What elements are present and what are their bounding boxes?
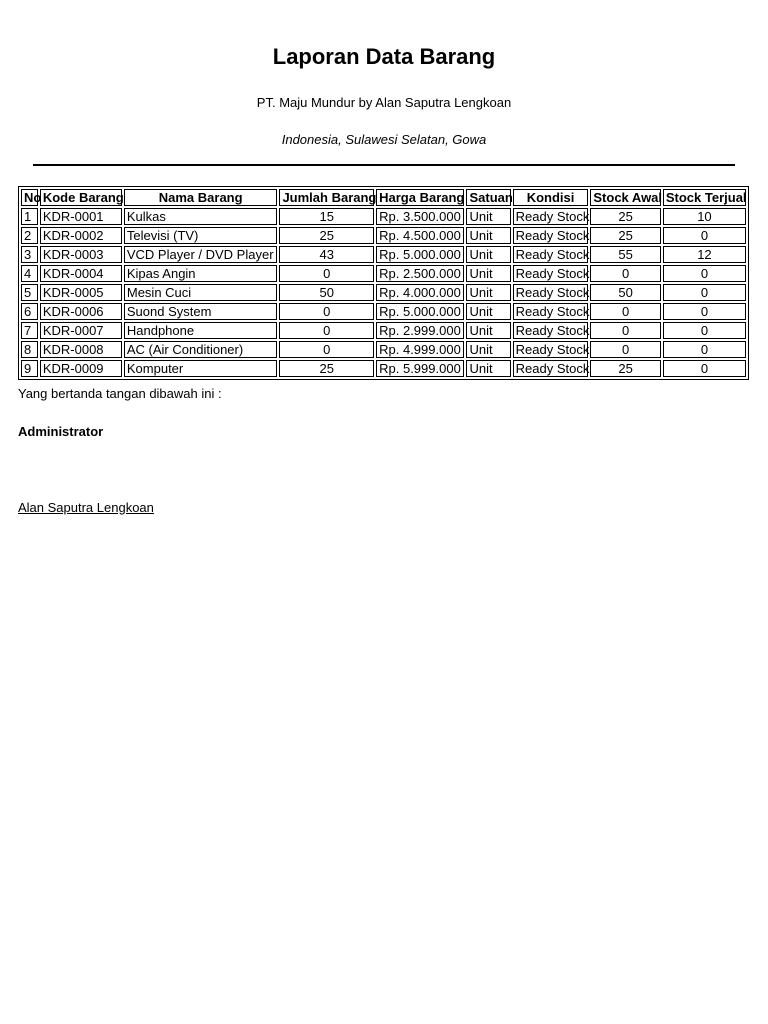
header-divider (33, 164, 735, 166)
cell-harga-barang: Rp. 4.999.000 (376, 341, 464, 358)
cell-no: 3 (21, 246, 38, 263)
cell-jumlah-barang: 50 (279, 284, 374, 301)
cell-jumlah-barang: 15 (279, 208, 374, 225)
cell-harga-barang: Rp. 2.500.000 (376, 265, 464, 282)
cell-nama-barang: Suond System (124, 303, 278, 320)
cell-no: 2 (21, 227, 38, 244)
cell-harga-barang: Rp. 2.999.000 (376, 322, 464, 339)
table-header-row (21, 189, 746, 206)
items-table (18, 186, 749, 380)
cell-stock-terjual: 0 (663, 265, 746, 282)
table-row (21, 303, 746, 320)
cell-harga-barang: Rp. 5.000.000 (376, 303, 464, 320)
cell-stock-terjual: 0 (663, 341, 746, 358)
cell-kode-barang: KDR-0007 (40, 322, 122, 339)
table-row (21, 284, 746, 301)
cell-stock-awal: 25 (590, 208, 660, 225)
cell-kondisi: Ready Stock (513, 227, 589, 244)
cell-nama-barang: Kulkas (124, 208, 278, 225)
cell-stock-awal: 0 (590, 322, 660, 339)
cell-no: 1 (21, 208, 38, 225)
cell-kode-barang: KDR-0002 (40, 227, 122, 244)
header-kode-barang: Kode Barang (40, 189, 122, 206)
cell-jumlah-barang: 0 (279, 265, 374, 282)
cell-stock-awal: 25 (590, 227, 660, 244)
cell-stock-terjual: 0 (663, 322, 746, 339)
header-harga-barang: Harga Barang (376, 189, 464, 206)
cell-stock-terjual: 0 (663, 284, 746, 301)
cell-nama-barang: Komputer (124, 360, 278, 377)
cell-kode-barang: KDR-0006 (40, 303, 122, 320)
cell-jumlah-barang: 0 (279, 322, 374, 339)
cell-satuan: Unit (466, 341, 510, 358)
cell-stock-awal: 0 (590, 265, 660, 282)
cell-satuan: Unit (466, 208, 510, 225)
cell-kode-barang: KDR-0003 (40, 246, 122, 263)
cell-stock-terjual: 10 (663, 208, 746, 225)
cell-kondisi: Ready Stock (513, 303, 589, 320)
cell-satuan: Unit (466, 265, 510, 282)
cell-jumlah-barang: 0 (279, 341, 374, 358)
cell-kode-barang: KDR-0008 (40, 341, 122, 358)
cell-no: 5 (21, 284, 38, 301)
cell-stock-terjual: 0 (663, 227, 746, 244)
cell-kondisi: Ready Stock (513, 284, 589, 301)
table-row (21, 208, 746, 225)
table-row (21, 341, 746, 358)
cell-no: 6 (21, 303, 38, 320)
cell-nama-barang: VCD Player / DVD Player (124, 246, 278, 263)
header-nama-barang: Nama Barang (124, 189, 278, 206)
company-name: PT. Maju Mundur by Alan Saputra Lengkoan (256, 95, 512, 110)
cell-harga-barang: Rp. 4.500.000 (376, 227, 464, 244)
cell-kode-barang: KDR-0004 (40, 265, 122, 282)
cell-stock-awal: 50 (590, 284, 660, 301)
table-row (21, 227, 746, 244)
cell-stock-awal: 55 (590, 246, 660, 263)
header-satuan: Satuan (466, 189, 510, 206)
cell-satuan: Unit (466, 303, 510, 320)
cell-stock-awal: 0 (590, 303, 660, 320)
cell-stock-awal: 25 (590, 360, 660, 377)
header-kondisi: Kondisi (513, 189, 589, 206)
cell-harga-barang: Rp. 4.000.000 (376, 284, 464, 301)
cell-satuan: Unit (466, 360, 510, 377)
cell-no: 4 (21, 265, 38, 282)
company-address: Indonesia, Sulawesi Selatan, Gowa (281, 132, 487, 147)
cell-nama-barang: Televisi (TV) (124, 227, 278, 244)
table-row (21, 360, 746, 377)
report-title: Laporan Data Barang (272, 44, 496, 69)
cell-kondisi: Ready Stock (513, 360, 589, 377)
cell-nama-barang: Handphone (124, 322, 278, 339)
cell-stock-terjual: 12 (663, 246, 746, 263)
cell-kode-barang: KDR-0005 (40, 284, 122, 301)
cell-kode-barang: KDR-0001 (40, 208, 122, 225)
header-no: No (21, 189, 38, 206)
header-jumlah-barang: Jumlah Barang (279, 189, 374, 206)
cell-harga-barang: Rp. 5.999.000 (376, 360, 464, 377)
cell-kode-barang: KDR-0009 (40, 360, 122, 377)
cell-nama-barang: Mesin Cuci (124, 284, 278, 301)
cell-stock-terjual: 0 (663, 360, 746, 377)
header-stock-terjual: Stock Terjual (663, 189, 746, 206)
cell-nama-barang: Kipas Angin (124, 265, 278, 282)
cell-no: 8 (21, 341, 38, 358)
cell-satuan: Unit (466, 246, 510, 263)
cell-kondisi: Ready Stock (513, 322, 589, 339)
cell-jumlah-barang: 25 (279, 227, 374, 244)
table-row (21, 265, 746, 282)
signature-role: Administrator (18, 424, 104, 439)
table-row (21, 246, 746, 263)
cell-no: 7 (21, 322, 38, 339)
cell-jumlah-barang: 25 (279, 360, 374, 377)
cell-satuan: Unit (466, 284, 510, 301)
cell-kondisi: Ready Stock (513, 265, 589, 282)
cell-harga-barang: Rp. 3.500.000 (376, 208, 464, 225)
cell-satuan: Unit (466, 227, 510, 244)
cell-kondisi: Ready Stock (513, 341, 589, 358)
cell-jumlah-barang: 43 (279, 246, 374, 263)
cell-no: 9 (21, 360, 38, 377)
header-stock-awal: Stock Awal (590, 189, 660, 206)
cell-stock-awal: 0 (590, 341, 660, 358)
cell-kondisi: Ready Stock (513, 246, 589, 263)
signature-name: Alan Saputra Lengkoan (18, 500, 154, 515)
cell-satuan: Unit (466, 322, 510, 339)
cell-kondisi: Ready Stock (513, 208, 589, 225)
cell-stock-terjual: 0 (663, 303, 746, 320)
cell-jumlah-barang: 0 (279, 303, 374, 320)
table-row (21, 322, 746, 339)
signature-intro: Yang bertanda tangan dibawah ini : (18, 386, 222, 401)
cell-harga-barang: Rp. 5.000.000 (376, 246, 464, 263)
cell-nama-barang: AC (Air Conditioner) (124, 341, 278, 358)
